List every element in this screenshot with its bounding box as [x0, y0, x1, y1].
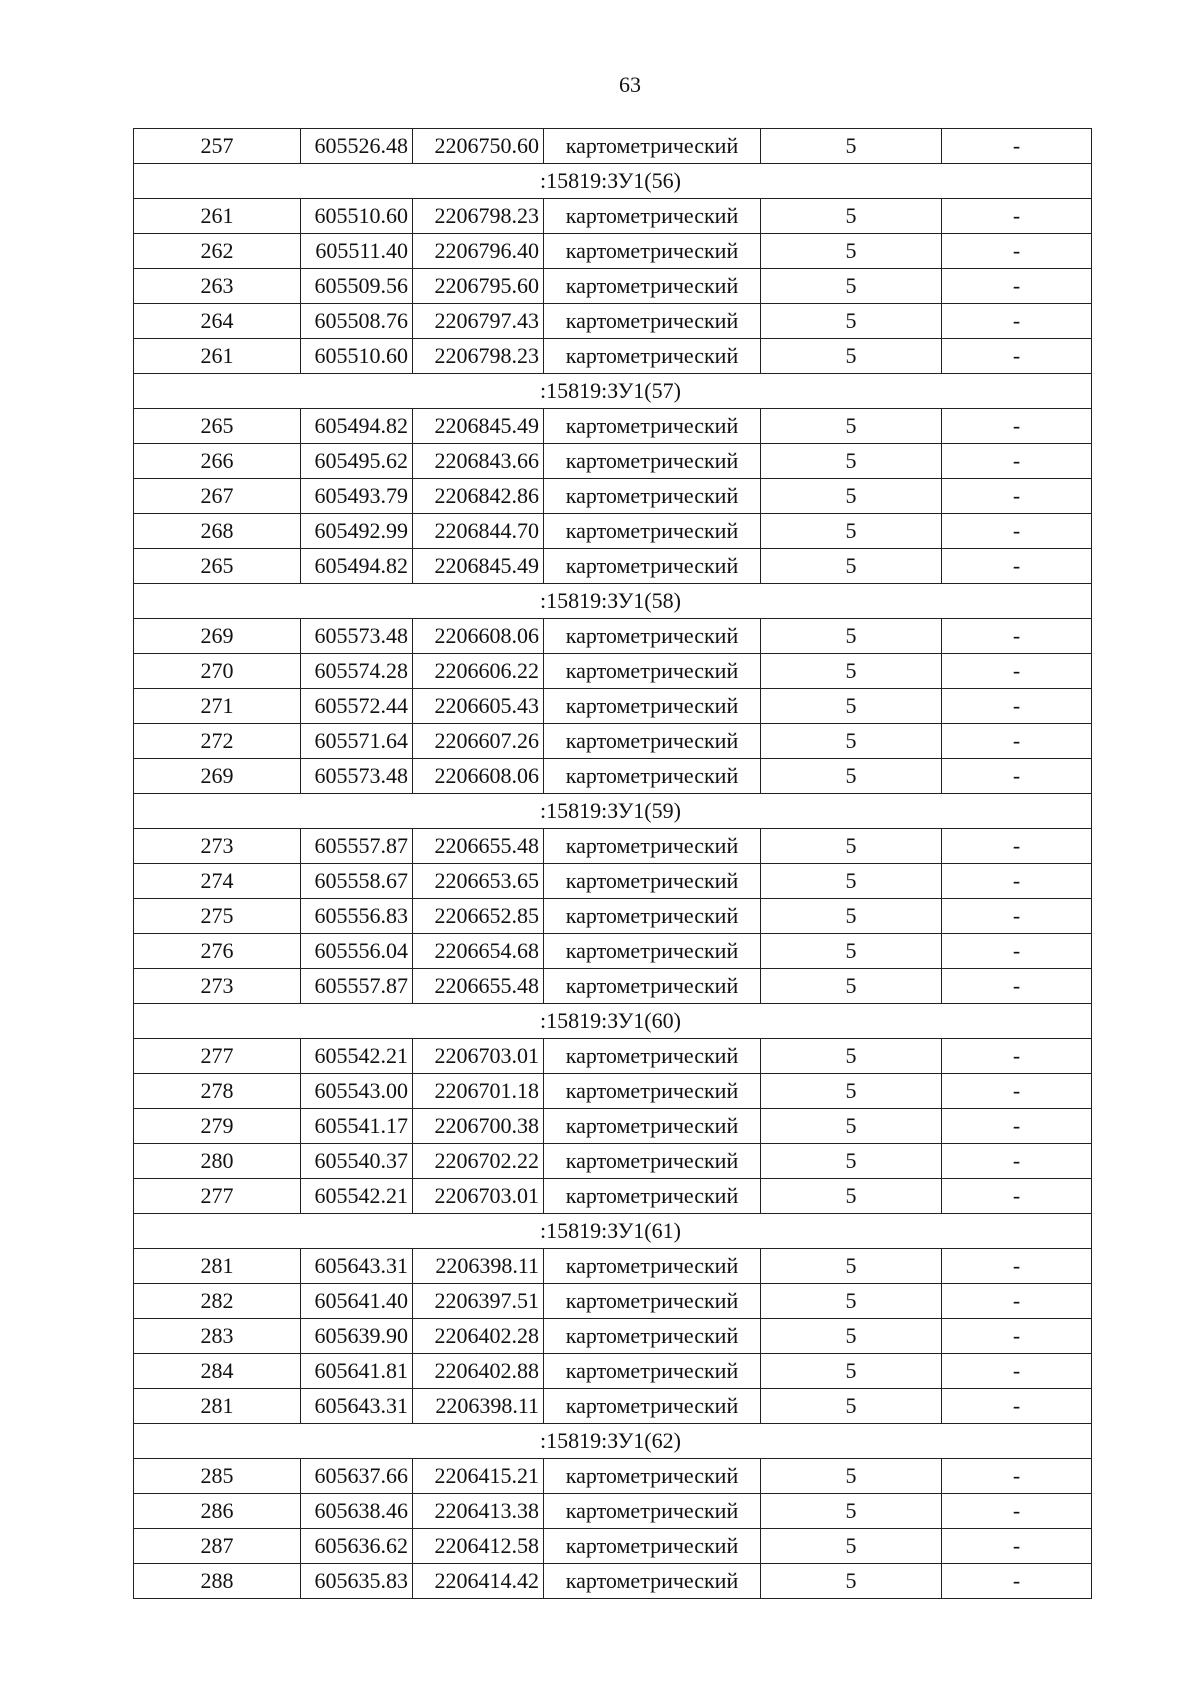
- method-cell: картометрический: [544, 689, 761, 724]
- method-cell: картометрический: [544, 1564, 761, 1599]
- group-label: :15819:ЗУ1(59): [134, 794, 1092, 829]
- note-cell: -: [942, 864, 1092, 899]
- y-coordinate-cell: 2206701.18: [413, 1074, 544, 1109]
- y-coordinate-cell: 2206412.58: [413, 1529, 544, 1564]
- x-coordinate-cell: 605643.31: [301, 1249, 413, 1284]
- coordinates-table: [133, 128, 1092, 1599]
- x-coordinate-cell: 605641.40: [301, 1284, 413, 1319]
- y-coordinate-cell: 2206795.60: [413, 269, 544, 304]
- point-number-cell: 278: [134, 1074, 301, 1109]
- note-cell: -: [942, 1179, 1092, 1214]
- y-coordinate-cell: 2206798.23: [413, 199, 544, 234]
- y-coordinate-cell: 2206607.26: [413, 724, 544, 759]
- y-coordinate-cell: 2206842.86: [413, 479, 544, 514]
- method-cell: картометрический: [544, 654, 761, 689]
- point-number-cell: 275: [134, 899, 301, 934]
- table-row: [134, 969, 1092, 1004]
- x-coordinate-cell: 605574.28: [301, 654, 413, 689]
- table-row: [134, 304, 1092, 339]
- method-cell: картометрический: [544, 829, 761, 864]
- accuracy-cell: 5: [761, 479, 942, 514]
- table-row: [134, 689, 1092, 724]
- method-cell: картометрический: [544, 1319, 761, 1354]
- method-cell: картометрический: [544, 1284, 761, 1319]
- group-header-row: [134, 1214, 1092, 1249]
- accuracy-cell: 5: [761, 1459, 942, 1494]
- x-coordinate-cell: 605510.60: [301, 339, 413, 374]
- note-cell: -: [942, 1249, 1092, 1284]
- note-cell: -: [942, 934, 1092, 969]
- x-coordinate-cell: 605572.44: [301, 689, 413, 724]
- point-number-cell: 281: [134, 1389, 301, 1424]
- note-cell: -: [942, 234, 1092, 269]
- method-cell: картометрический: [544, 1039, 761, 1074]
- method-cell: картометрический: [544, 934, 761, 969]
- point-number-cell: 273: [134, 829, 301, 864]
- x-coordinate-cell: 605573.48: [301, 619, 413, 654]
- method-cell: картометрический: [544, 1494, 761, 1529]
- point-number-cell: 267: [134, 479, 301, 514]
- note-cell: -: [942, 549, 1092, 584]
- point-number-cell: 271: [134, 689, 301, 724]
- note-cell: -: [942, 1319, 1092, 1354]
- method-cell: картометрический: [544, 269, 761, 304]
- note-cell: -: [942, 1354, 1092, 1389]
- y-coordinate-cell: 2206702.22: [413, 1144, 544, 1179]
- point-number-cell: 279: [134, 1109, 301, 1144]
- point-number-cell: 261: [134, 339, 301, 374]
- table-row: [134, 1109, 1092, 1144]
- x-coordinate-cell: 605510.60: [301, 199, 413, 234]
- x-coordinate-cell: 605557.87: [301, 969, 413, 1004]
- group-label: :15819:ЗУ1(56): [134, 164, 1092, 199]
- method-cell: картометрический: [544, 1074, 761, 1109]
- accuracy-cell: 5: [761, 1529, 942, 1564]
- y-coordinate-cell: 2206402.88: [413, 1354, 544, 1389]
- point-number-cell: 268: [134, 514, 301, 549]
- table-row: [134, 1074, 1092, 1109]
- table-row: [134, 1249, 1092, 1284]
- table-row: [134, 1494, 1092, 1529]
- accuracy-cell: 5: [761, 1074, 942, 1109]
- point-number-cell: 284: [134, 1354, 301, 1389]
- table-row: [134, 1459, 1092, 1494]
- accuracy-cell: 5: [761, 724, 942, 759]
- x-coordinate-cell: 605556.83: [301, 899, 413, 934]
- note-cell: -: [942, 129, 1092, 164]
- x-coordinate-cell: 605542.21: [301, 1179, 413, 1214]
- accuracy-cell: 5: [761, 619, 942, 654]
- x-coordinate-cell: 605571.64: [301, 724, 413, 759]
- accuracy-cell: 5: [761, 234, 942, 269]
- method-cell: картометрический: [544, 1529, 761, 1564]
- y-coordinate-cell: 2206845.49: [413, 549, 544, 584]
- table-row: [134, 1319, 1092, 1354]
- table-row: [134, 724, 1092, 759]
- point-number-cell: 270: [134, 654, 301, 689]
- method-cell: картометрический: [544, 1389, 761, 1424]
- point-number-cell: 277: [134, 1179, 301, 1214]
- group-label: :15819:ЗУ1(58): [134, 584, 1092, 619]
- accuracy-cell: 5: [761, 654, 942, 689]
- y-coordinate-cell: 2206397.51: [413, 1284, 544, 1319]
- note-cell: -: [942, 199, 1092, 234]
- y-coordinate-cell: 2206845.49: [413, 409, 544, 444]
- x-coordinate-cell: 605556.04: [301, 934, 413, 969]
- point-number-cell: 283: [134, 1319, 301, 1354]
- table-row: [134, 1284, 1092, 1319]
- x-coordinate-cell: 605495.62: [301, 444, 413, 479]
- accuracy-cell: 5: [761, 1564, 942, 1599]
- point-number-cell: 285: [134, 1459, 301, 1494]
- point-number-cell: 265: [134, 549, 301, 584]
- y-coordinate-cell: 2206797.43: [413, 304, 544, 339]
- accuracy-cell: 5: [761, 1039, 942, 1074]
- x-coordinate-cell: 605511.40: [301, 234, 413, 269]
- x-coordinate-cell: 605493.79: [301, 479, 413, 514]
- method-cell: картометрический: [544, 514, 761, 549]
- note-cell: -: [942, 1459, 1092, 1494]
- table-row: [134, 829, 1092, 864]
- x-coordinate-cell: 605508.76: [301, 304, 413, 339]
- point-number-cell: 269: [134, 759, 301, 794]
- point-number-cell: 273: [134, 969, 301, 1004]
- page-number: 63: [619, 72, 641, 97]
- y-coordinate-cell: 2206655.48: [413, 829, 544, 864]
- x-coordinate-cell: 605573.48: [301, 759, 413, 794]
- method-cell: картометрический: [544, 864, 761, 899]
- table-row: [134, 864, 1092, 899]
- y-coordinate-cell: 2206703.01: [413, 1039, 544, 1074]
- accuracy-cell: 5: [761, 1179, 942, 1214]
- x-coordinate-cell: 605542.21: [301, 1039, 413, 1074]
- group-label: :15819:ЗУ1(60): [134, 1004, 1092, 1039]
- note-cell: -: [942, 479, 1092, 514]
- x-coordinate-cell: 605637.66: [301, 1459, 413, 1494]
- point-number-cell: 266: [134, 444, 301, 479]
- note-cell: -: [942, 619, 1092, 654]
- group-label: :15819:ЗУ1(57): [134, 374, 1092, 409]
- x-coordinate-cell: 605526.48: [301, 129, 413, 164]
- point-number-cell: 272: [134, 724, 301, 759]
- accuracy-cell: 5: [761, 829, 942, 864]
- table-row: [134, 129, 1092, 164]
- y-coordinate-cell: 2206654.68: [413, 934, 544, 969]
- accuracy-cell: 5: [761, 269, 942, 304]
- note-cell: -: [942, 1144, 1092, 1179]
- note-cell: -: [942, 969, 1092, 1004]
- accuracy-cell: 5: [761, 969, 942, 1004]
- point-number-cell: 261: [134, 199, 301, 234]
- note-cell: -: [942, 1389, 1092, 1424]
- y-coordinate-cell: 2206655.48: [413, 969, 544, 1004]
- point-number-cell: 281: [134, 1249, 301, 1284]
- accuracy-cell: 5: [761, 339, 942, 374]
- note-cell: -: [942, 409, 1092, 444]
- accuracy-cell: 5: [761, 899, 942, 934]
- y-coordinate-cell: 2206843.66: [413, 444, 544, 479]
- table-row: [134, 1144, 1092, 1179]
- note-cell: -: [942, 724, 1092, 759]
- table-row: [134, 934, 1092, 969]
- y-coordinate-cell: 2206608.06: [413, 619, 544, 654]
- x-coordinate-cell: 605635.83: [301, 1564, 413, 1599]
- method-cell: картометрический: [544, 199, 761, 234]
- table-row: [134, 269, 1092, 304]
- y-coordinate-cell: 2206703.01: [413, 1179, 544, 1214]
- note-cell: -: [942, 1284, 1092, 1319]
- table-row: [134, 339, 1092, 374]
- method-cell: картометрический: [544, 304, 761, 339]
- accuracy-cell: 5: [761, 689, 942, 724]
- x-coordinate-cell: 605492.99: [301, 514, 413, 549]
- y-coordinate-cell: 2206750.60: [413, 129, 544, 164]
- method-cell: картометрический: [544, 444, 761, 479]
- note-cell: -: [942, 1109, 1092, 1144]
- accuracy-cell: 5: [761, 304, 942, 339]
- table-row: [134, 759, 1092, 794]
- group-header-row: [134, 374, 1092, 409]
- group-label: :15819:ЗУ1(62): [134, 1424, 1092, 1459]
- y-coordinate-cell: 2206402.28: [413, 1319, 544, 1354]
- x-coordinate-cell: 605643.31: [301, 1389, 413, 1424]
- note-cell: -: [942, 689, 1092, 724]
- group-header-row: [134, 1424, 1092, 1459]
- table-row: [134, 549, 1092, 584]
- accuracy-cell: 5: [761, 1284, 942, 1319]
- y-coordinate-cell: 2206608.06: [413, 759, 544, 794]
- note-cell: -: [942, 444, 1092, 479]
- method-cell: картометрический: [544, 1109, 761, 1144]
- accuracy-cell: 5: [761, 1389, 942, 1424]
- point-number-cell: 264: [134, 304, 301, 339]
- y-coordinate-cell: 2206652.85: [413, 899, 544, 934]
- method-cell: картометрический: [544, 339, 761, 374]
- table-row: [134, 234, 1092, 269]
- accuracy-cell: 5: [761, 444, 942, 479]
- table-row: [134, 444, 1092, 479]
- note-cell: -: [942, 304, 1092, 339]
- note-cell: -: [942, 339, 1092, 374]
- note-cell: -: [942, 759, 1092, 794]
- method-cell: картометрический: [544, 619, 761, 654]
- accuracy-cell: 5: [761, 549, 942, 584]
- point-number-cell: 288: [134, 1564, 301, 1599]
- note-cell: -: [942, 1494, 1092, 1529]
- table-row: [134, 1529, 1092, 1564]
- y-coordinate-cell: 2206415.21: [413, 1459, 544, 1494]
- accuracy-cell: 5: [761, 1109, 942, 1144]
- x-coordinate-cell: 605494.82: [301, 549, 413, 584]
- note-cell: -: [942, 1564, 1092, 1599]
- accuracy-cell: 5: [761, 759, 942, 794]
- table-row: [134, 654, 1092, 689]
- table-row: [134, 899, 1092, 934]
- table-row: [134, 619, 1092, 654]
- table-row: [134, 409, 1092, 444]
- note-cell: -: [942, 1074, 1092, 1109]
- y-coordinate-cell: 2206398.11: [413, 1249, 544, 1284]
- x-coordinate-cell: 605636.62: [301, 1529, 413, 1564]
- group-header-row: [134, 164, 1092, 199]
- table-row: [134, 514, 1092, 549]
- accuracy-cell: 5: [761, 1144, 942, 1179]
- point-number-cell: 269: [134, 619, 301, 654]
- group-label: :15819:ЗУ1(61): [134, 1214, 1092, 1249]
- table-row: [134, 1039, 1092, 1074]
- point-number-cell: 257: [134, 129, 301, 164]
- method-cell: картометрический: [544, 1249, 761, 1284]
- group-header-row: [134, 794, 1092, 829]
- accuracy-cell: 5: [761, 514, 942, 549]
- method-cell: картометрический: [544, 234, 761, 269]
- x-coordinate-cell: 605557.87: [301, 829, 413, 864]
- method-cell: картометрический: [544, 899, 761, 934]
- method-cell: картометрический: [544, 129, 761, 164]
- x-coordinate-cell: 605540.37: [301, 1144, 413, 1179]
- table-row: [134, 1389, 1092, 1424]
- accuracy-cell: 5: [761, 409, 942, 444]
- accuracy-cell: 5: [761, 1494, 942, 1529]
- method-cell: картометрический: [544, 724, 761, 759]
- note-cell: -: [942, 829, 1092, 864]
- note-cell: -: [942, 654, 1092, 689]
- group-header-row: [134, 1004, 1092, 1039]
- x-coordinate-cell: 605543.00: [301, 1074, 413, 1109]
- note-cell: -: [942, 899, 1092, 934]
- note-cell: -: [942, 514, 1092, 549]
- y-coordinate-cell: 2206413.38: [413, 1494, 544, 1529]
- y-coordinate-cell: 2206700.38: [413, 1109, 544, 1144]
- y-coordinate-cell: 2206844.70: [413, 514, 544, 549]
- method-cell: картометрический: [544, 969, 761, 1004]
- point-number-cell: 286: [134, 1494, 301, 1529]
- accuracy-cell: 5: [761, 1354, 942, 1389]
- group-header-row: [134, 584, 1092, 619]
- y-coordinate-cell: 2206605.43: [413, 689, 544, 724]
- note-cell: -: [942, 1039, 1092, 1074]
- point-number-cell: 282: [134, 1284, 301, 1319]
- point-number-cell: 276: [134, 934, 301, 969]
- point-number-cell: 263: [134, 269, 301, 304]
- point-number-cell: 274: [134, 864, 301, 899]
- accuracy-cell: 5: [761, 199, 942, 234]
- table-row: [134, 1564, 1092, 1599]
- coordinates-table-body: [134, 129, 1092, 1599]
- y-coordinate-cell: 2206796.40: [413, 234, 544, 269]
- method-cell: картометрический: [544, 479, 761, 514]
- x-coordinate-cell: 605638.46: [301, 1494, 413, 1529]
- table-row: [134, 199, 1092, 234]
- point-number-cell: 280: [134, 1144, 301, 1179]
- x-coordinate-cell: 605641.81: [301, 1354, 413, 1389]
- point-number-cell: 277: [134, 1039, 301, 1074]
- point-number-cell: 262: [134, 234, 301, 269]
- x-coordinate-cell: 605509.56: [301, 269, 413, 304]
- note-cell: -: [942, 269, 1092, 304]
- method-cell: картометрический: [544, 1144, 761, 1179]
- y-coordinate-cell: 2206653.65: [413, 864, 544, 899]
- point-number-cell: 265: [134, 409, 301, 444]
- x-coordinate-cell: 605541.17: [301, 1109, 413, 1144]
- method-cell: картометрический: [544, 409, 761, 444]
- y-coordinate-cell: 2206398.11: [413, 1389, 544, 1424]
- table-row: [134, 1179, 1092, 1214]
- y-coordinate-cell: 2206798.23: [413, 339, 544, 374]
- y-coordinate-cell: 2206414.42: [413, 1564, 544, 1599]
- method-cell: картометрический: [544, 1354, 761, 1389]
- accuracy-cell: 5: [761, 864, 942, 899]
- method-cell: картометрический: [544, 549, 761, 584]
- x-coordinate-cell: 605639.90: [301, 1319, 413, 1354]
- method-cell: картометрический: [544, 759, 761, 794]
- table-row: [134, 479, 1092, 514]
- method-cell: картометрический: [544, 1459, 761, 1494]
- note-cell: -: [942, 1529, 1092, 1564]
- accuracy-cell: 5: [761, 1249, 942, 1284]
- x-coordinate-cell: 605494.82: [301, 409, 413, 444]
- accuracy-cell: 5: [761, 934, 942, 969]
- y-coordinate-cell: 2206606.22: [413, 654, 544, 689]
- point-number-cell: 287: [134, 1529, 301, 1564]
- accuracy-cell: 5: [761, 129, 942, 164]
- x-coordinate-cell: 605558.67: [301, 864, 413, 899]
- table-row: [134, 1354, 1092, 1389]
- accuracy-cell: 5: [761, 1319, 942, 1354]
- method-cell: картометрический: [544, 1179, 761, 1214]
